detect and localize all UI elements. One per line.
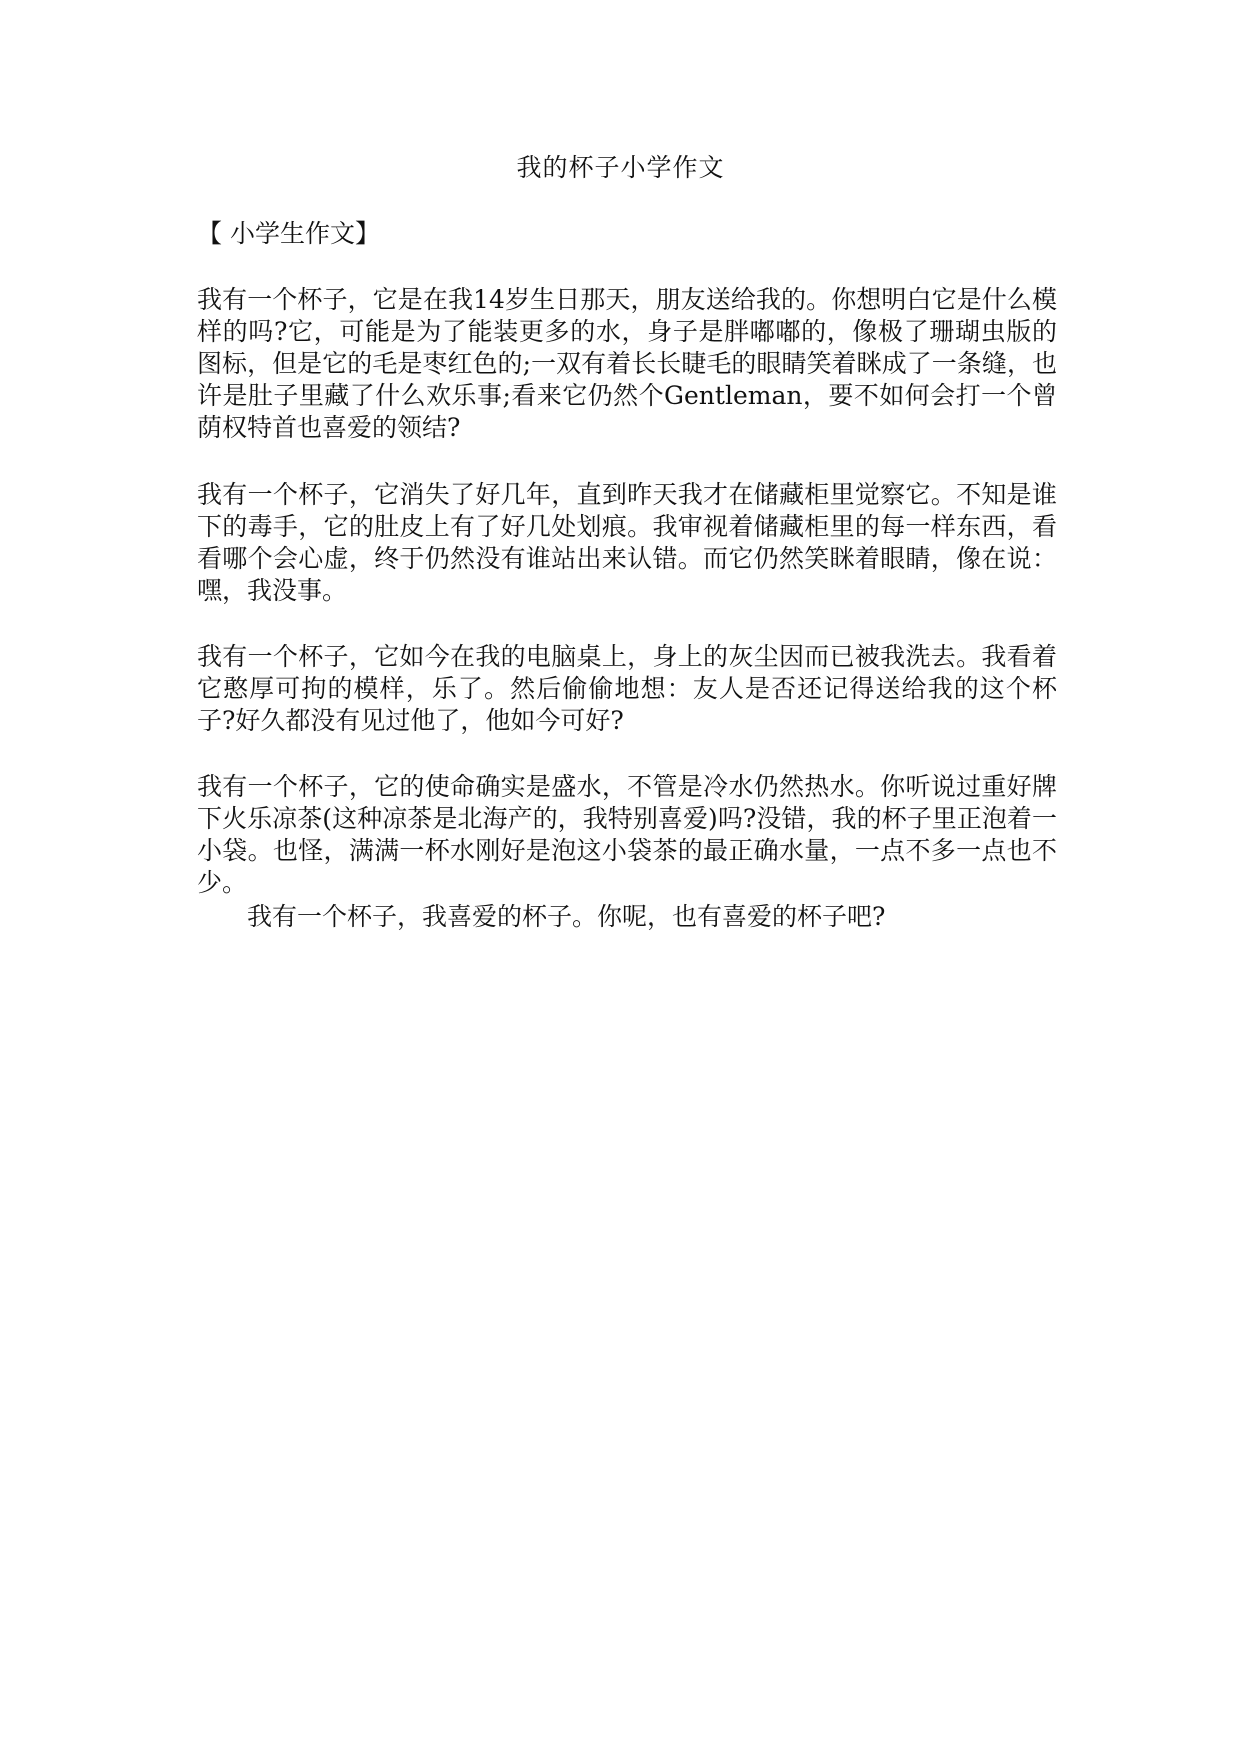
paragraph-3: 我有一个杯子，它如今在我的电脑桌上，身上的灰尘因而已被我洗去。我看着它憨厚可拘的模样，乐了。然后偷偷地想：友人是否还记得送给我的这个杯子?好久都没有见过他了，他如今可好?	[197, 642, 1057, 735]
paragraph-1: 我有一个杯子，它是在我14岁生日那天，朋友送给我的。你想明白它是什么模样的吗?它，可能是为了能装更多的水，身子是胖嘟嘟的，像极了珊瑚虫版的图标，但是它的毛是枣红色的;一双有着长长睫毛的眼睛笑着眯成了一条缝，也许是肚子里藏了什么欢乐事;看来它仍然个Gentleman，要不如何会打一个曾荫权特首也喜爱的领结?	[197, 285, 1057, 442]
section-tag: 【 小学生作文】	[197, 219, 380, 248]
paragraph-5: 我有一个杯子，我喜爱的杯子。你呢，也有喜爱的杯子吧?	[247, 902, 886, 931]
paragraph-4: 我有一个杯子，它的使命确实是盛水，不管是冷水仍然热水。你听说过重好牌下火乐凉茶(这种凉茶是北海产的，我特别喜爱)吗?没错，我的杯子里正泡着一小袋。也怪，满满一杯水刚好是泡这小袋茶的最正确水量，一点不多一点也不少。	[197, 772, 1057, 897]
document-title: 我的杯子小学作文	[516, 153, 725, 182]
paragraph-2: 我有一个杯子，它消失了好几年，直到昨天我才在储藏柜里觉察它。不知是谁下的毒手，它的肚皮上有了好几处划痕。我审视着储藏柜里的每一样东西，看看哪个会心虚，终于仍然没有谁站出来认错。而它仍然笑眯着眼睛，像在说：嘿，我没事。	[197, 480, 1057, 605]
